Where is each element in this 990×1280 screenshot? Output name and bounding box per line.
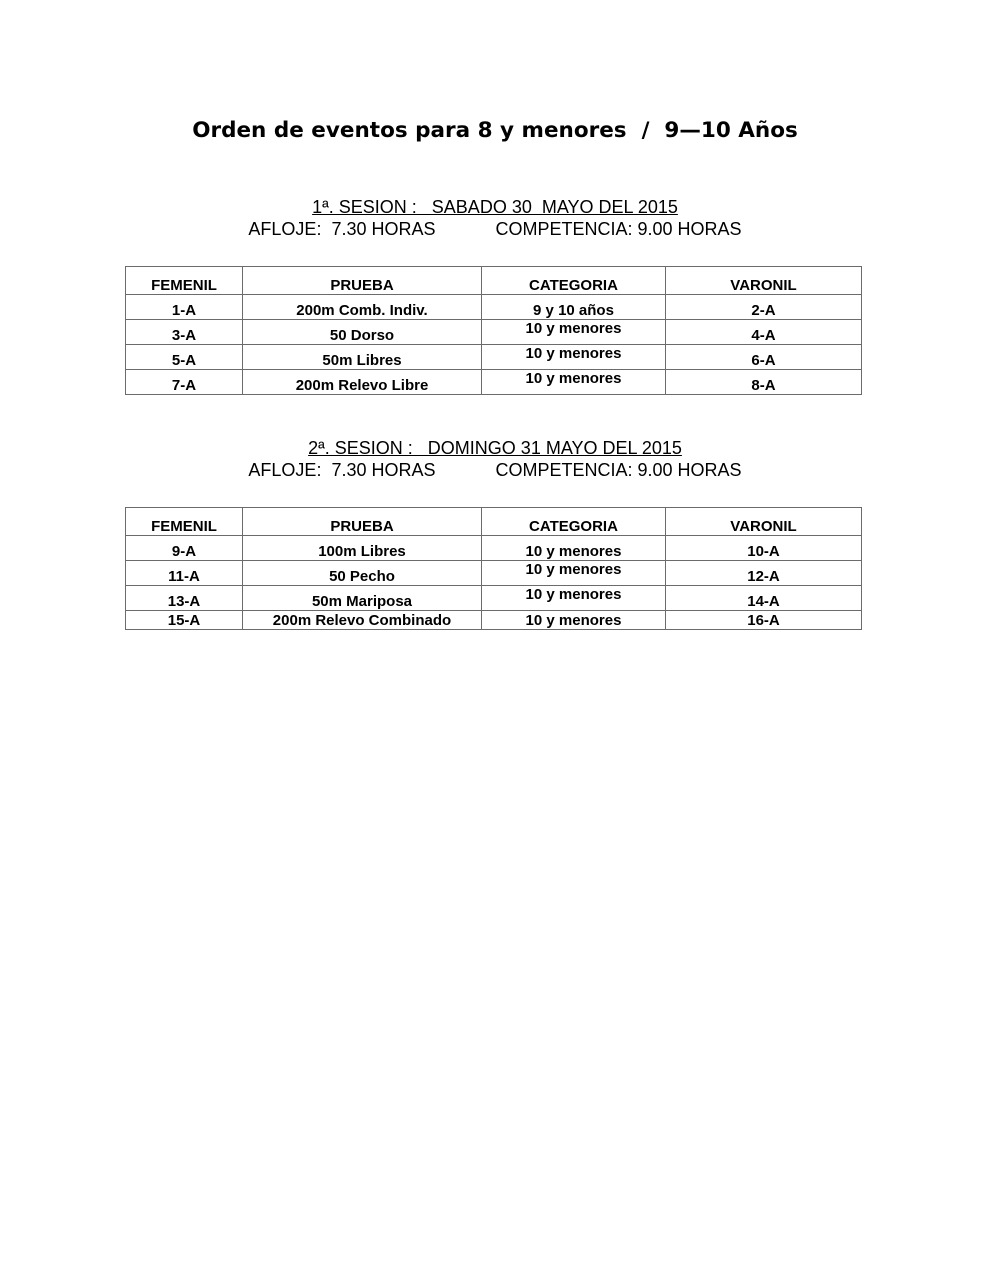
document-title: Orden de eventos para 8 y menores / 9—10 Años [192,118,798,143]
session-1-header [0,196,990,240]
cell-prueba: 50 Pecho [243,561,482,586]
cell-prueba: 50 Dorso [243,320,482,345]
cell-femenil: 5-A [126,345,243,370]
column-header-varonil: VARONIL [666,267,862,295]
cell-femenil: 11-A [126,561,243,586]
table-row [126,320,862,345]
session-2-competencia: COMPETENCIA: 9.00 HORAS [495,460,742,480]
cell-categoria: 10 y menores [482,320,666,345]
cell-varonil: 10-A [666,536,862,561]
session-1-competencia: COMPETENCIA: 9.00 HORAS [495,219,742,239]
session-2-afloje: AFLOJE: 7.30 HORAS [248,460,436,480]
session-1-events-table [125,266,862,395]
cell-femenil: 1-A [126,295,243,320]
cell-categoria: 9 y 10 años [482,295,666,320]
table-row [126,370,862,395]
session-2-times [0,459,990,481]
table-row [126,536,862,561]
cell-varonil: 16-A [666,611,862,630]
column-header-femenil: FEMENIL [126,267,243,295]
session-2-header [0,437,990,481]
table-header-row [126,267,862,295]
cell-prueba: 200m Comb. Indiv. [243,295,482,320]
cell-varonil: 4-A [666,320,862,345]
cell-varonil: 8-A [666,370,862,395]
cell-categoria: 10 y menores [482,536,666,561]
cell-categoria: 10 y menores [482,586,666,611]
cell-prueba: 200m Relevo Libre [243,370,482,395]
session-2-heading: 2ª. SESION : DOMINGO 31 MAYO DEL 2015 [308,438,682,458]
cell-femenil: 7-A [126,370,243,395]
column-header-categoria: CATEGORIA [482,508,666,536]
cell-varonil: 12-A [666,561,862,586]
session-1-afloje: AFLOJE: 7.30 HORAS [248,219,436,239]
cell-prueba: 50m Mariposa [243,586,482,611]
session-1-heading: 1ª. SESION : SABADO 30 MAYO DEL 2015 [312,197,678,217]
cell-prueba: 100m Libres [243,536,482,561]
table-row [126,295,862,320]
table-row [126,586,862,611]
table-header-row [126,508,862,536]
cell-categoria: 10 y menores [482,345,666,370]
cell-varonil: 14-A [666,586,862,611]
cell-femenil: 3-A [126,320,243,345]
column-header-prueba: PRUEBA [243,267,482,295]
cell-prueba: 50m Libres [243,345,482,370]
column-header-categoria: CATEGORIA [482,267,666,295]
column-header-prueba: PRUEBA [243,508,482,536]
table-row [126,345,862,370]
cell-categoria: 10 y menores [482,370,666,395]
table-row [126,611,862,630]
table-row [126,561,862,586]
cell-prueba: 200m Relevo Combinado [243,611,482,630]
session-1-times [0,218,990,240]
cell-categoria: 10 y menores [482,611,666,630]
cell-varonil: 2-A [666,295,862,320]
cell-varonil: 6-A [666,345,862,370]
cell-categoria: 10 y menores [482,561,666,586]
cell-femenil: 13-A [126,586,243,611]
column-header-varonil: VARONIL [666,508,862,536]
column-header-femenil: FEMENIL [126,508,243,536]
session-2-events-table [125,507,862,630]
cell-femenil: 15-A [126,611,243,630]
cell-femenil: 9-A [126,536,243,561]
